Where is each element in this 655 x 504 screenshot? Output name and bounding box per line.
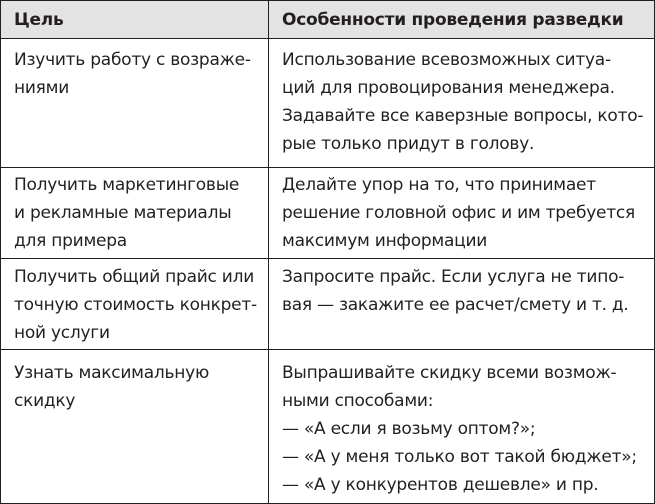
header-goal: Цель: [14, 10, 64, 30]
text-line: ной услуги: [14, 323, 110, 343]
header-features: Особенности проведения разведки: [282, 10, 624, 30]
column-divider: [268, 1, 269, 503]
text-line: Узнать максимальную: [14, 363, 210, 383]
text-line: и рекламные материалы: [14, 203, 232, 223]
text-line: Делайте упор на то, что принимает: [282, 175, 596, 195]
table-row-goal: [14, 263, 257, 347]
text-line: Использование всевозможных ситуа-: [282, 50, 611, 70]
row-divider: [1, 258, 654, 259]
table-row-goal: [14, 359, 209, 415]
text-line: Запросите прайс. Если услуга не типо-: [282, 267, 625, 287]
text-line: точную стоимость конкрет-: [14, 295, 257, 315]
row-divider: [1, 349, 654, 350]
text-line: максимум информации: [282, 231, 488, 251]
text-line: ций для провоцирования менеджера.: [282, 78, 615, 98]
text-line: рые только придут в голову.: [282, 134, 535, 154]
text-line: ными способами:: [282, 391, 434, 411]
text-line: Получить маркетинговые: [14, 175, 240, 195]
table-row-features: [282, 46, 643, 158]
text-line: — «А у меня только вот такой бюджет»;: [282, 447, 637, 467]
text-line: ниями: [14, 78, 70, 98]
table-row-goal: [14, 46, 251, 102]
text-line: Задавайте все каверзные вопросы, кото-: [282, 106, 644, 126]
text-line: Получить общий прайс или: [14, 267, 255, 287]
text-line: для примера: [14, 231, 127, 251]
text-line: — «А если я возьму оптом?»;: [282, 419, 536, 439]
table-row-features: [282, 171, 635, 255]
text-line: Изучить работу с возраже-: [14, 50, 251, 70]
text-line: решение головной офис и им требуется: [282, 203, 635, 223]
row-divider: [1, 167, 654, 168]
row-divider: [1, 38, 654, 39]
table-row-features: [282, 263, 629, 319]
text-line: — «А у конкурентов дешевле» и пр.: [282, 475, 599, 495]
table-row-goal: [14, 171, 239, 255]
text-line: Выпрашивайте скидку всеми возмож-: [282, 363, 617, 383]
text-line: скидку: [14, 391, 76, 411]
table-row-features: [282, 359, 637, 499]
text-line: вая — закажите ее расчет/смету и т. д.: [282, 295, 629, 315]
